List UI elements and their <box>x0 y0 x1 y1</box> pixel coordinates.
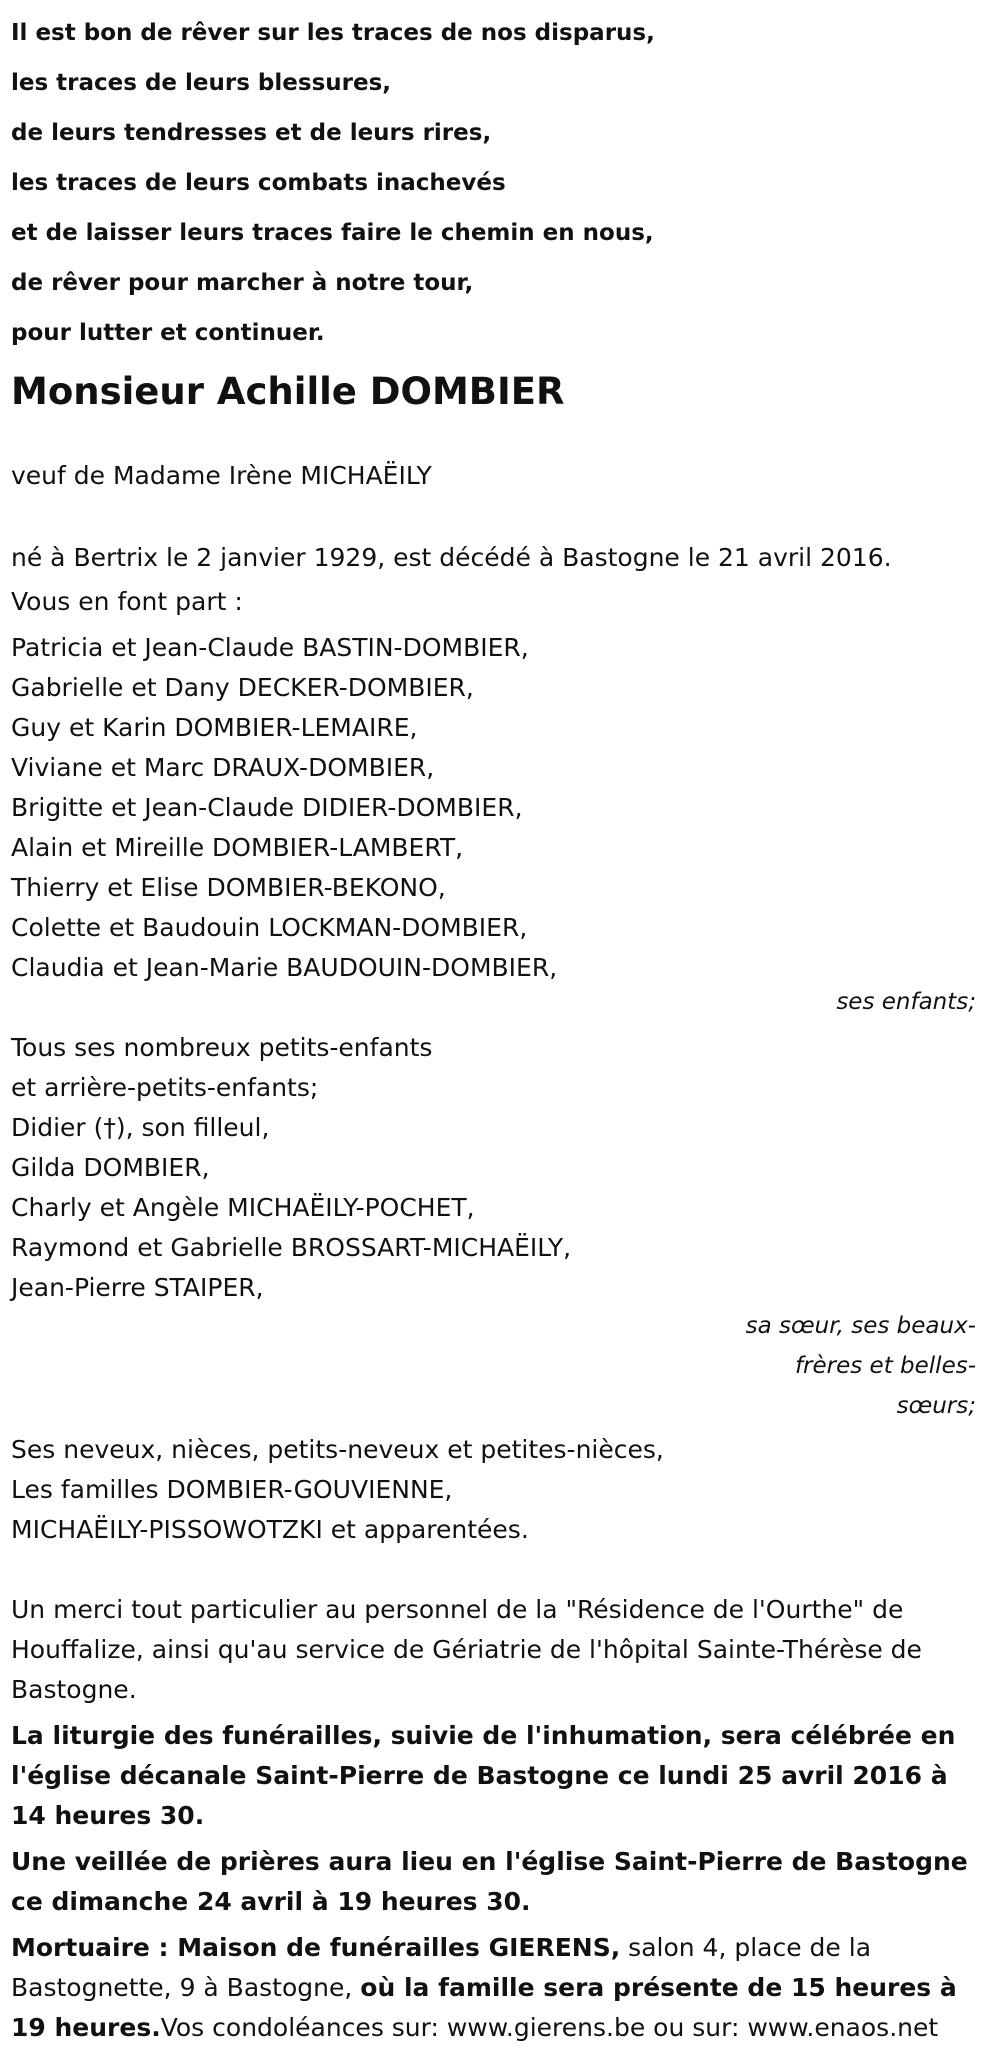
list-item: Tous ses nombreux petits-enfants <box>11 1033 433 1062</box>
poem-line: et de laisser leurs traces faire le chemin en nous, <box>11 220 654 246</box>
widower-of: veuf de Madame Irène MICHAËILY <box>11 461 432 490</box>
list-item: Brigitte et Jean-Claude DIDIER-DOMBIER, <box>11 793 523 822</box>
list-item: Patricia et Jean-Claude BASTIN-DOMBIER, <box>11 633 529 662</box>
relatives-list <box>11 1028 992 1308</box>
mortuary-label: Mortuaire : Maison de funérailles GIERENS, <box>11 1933 621 1962</box>
announcement-intro: Vous en font part : <box>11 587 243 616</box>
list-item: Charly et Angèle MICHAËILY-POCHET, <box>11 1193 475 1222</box>
list-item: Colette et Baudouin LOCKMAN-DOMBIER, <box>11 913 528 942</box>
funeral-paragraph: La liturgie des funérailles, suivie de l'inhumation, sera célébrée en l'église décanale Saint-Pierre de Bastogne ce lundi 25 avril 2016 à 14 heures 30. <box>11 1721 956 1830</box>
thanks-paragraph: Un merci tout particulier au personnel de la "Résidence de l'Ourthe" de Houffalize, ainsi qu'au service de Gériatrie de l'hôpital Sainte-Thérèse de Bastogne. <box>11 1595 922 1704</box>
deceased-name: Monsieur Achille DOMBIER <box>11 370 565 413</box>
extended-family-list <box>11 1430 992 1550</box>
relatives-label-line: sa sœur, ses beaux- <box>745 1313 976 1339</box>
poem-line: de leurs tendresses et de leurs rires, <box>11 120 492 146</box>
relatives-label-line: sœurs; <box>896 1393 976 1419</box>
mortuary-paragraph <box>11 1928 991 2048</box>
list-item: et arrière-petits-enfants; <box>11 1073 319 1102</box>
list-item: Thierry et Elise DOMBIER-BEKONO, <box>11 873 446 902</box>
poem-line: pour lutter et continuer. <box>11 320 325 346</box>
poem <box>11 8 992 358</box>
list-item: Raymond et Gabrielle BROSSART-MICHAËILY, <box>11 1233 572 1262</box>
list-item: Viviane et Marc DRAUX-DOMBIER, <box>11 753 435 782</box>
poem-line: les traces de leurs blessures, <box>11 70 392 96</box>
vigil-paragraph: Une veillée de prières aura lieu en l'église Saint-Pierre de Bastogne ce dimanche 24 avril à 19 heures 30. <box>11 1847 968 1916</box>
list-item: Les familles DOMBIER-GOUVIENNE, <box>11 1475 453 1504</box>
children-list <box>11 628 992 988</box>
list-item: Jean-Pierre STAIPER, <box>11 1273 264 1302</box>
family-presence: où la famille sera présente de 15 heures à 19 heures. <box>11 1973 957 2042</box>
list-item: MICHAËILY-PISSOWOTZKI et apparentées. <box>11 1515 529 1544</box>
poem-line: de rêver pour marcher à notre tour, <box>11 270 474 296</box>
poem-line: Il est bon de rêver sur les traces de nos disparus, <box>11 20 655 46</box>
list-item: Ses neveux, nièces, petits-neveux et petites-nièces, <box>11 1435 664 1464</box>
relatives-label <box>11 1306 992 1426</box>
poem-line: les traces de leurs combats inachevés <box>11 170 506 196</box>
birth-death: né à Bertrix le 2 janvier 1929, est décédé à Bastogne le 21 avril 2016. <box>11 543 892 572</box>
list-item: Alain et Mireille DOMBIER-LAMBERT, <box>11 833 464 862</box>
list-item: Claudia et Jean-Marie BAUDOUIN-DOMBIER, <box>11 953 558 982</box>
list-item: Gilda DOMBIER, <box>11 1153 210 1182</box>
list-item: Guy et Karin DOMBIER-LEMAIRE, <box>11 713 418 742</box>
list-item: Didier (†), son filleul, <box>11 1113 270 1142</box>
list-item: Gabrielle et Dany DECKER-DOMBIER, <box>11 673 474 702</box>
mortuary-address: salon 4, place de la Bastognette, 9 à Bastogne, <box>11 1933 872 2002</box>
condolences: Vos condoléances sur: www.gierens.be ou sur: www.enaos.net <box>160 2013 939 2042</box>
children-label: ses enfants; <box>836 989 976 1015</box>
relatives-label-line: frères et belles- <box>794 1353 976 1379</box>
